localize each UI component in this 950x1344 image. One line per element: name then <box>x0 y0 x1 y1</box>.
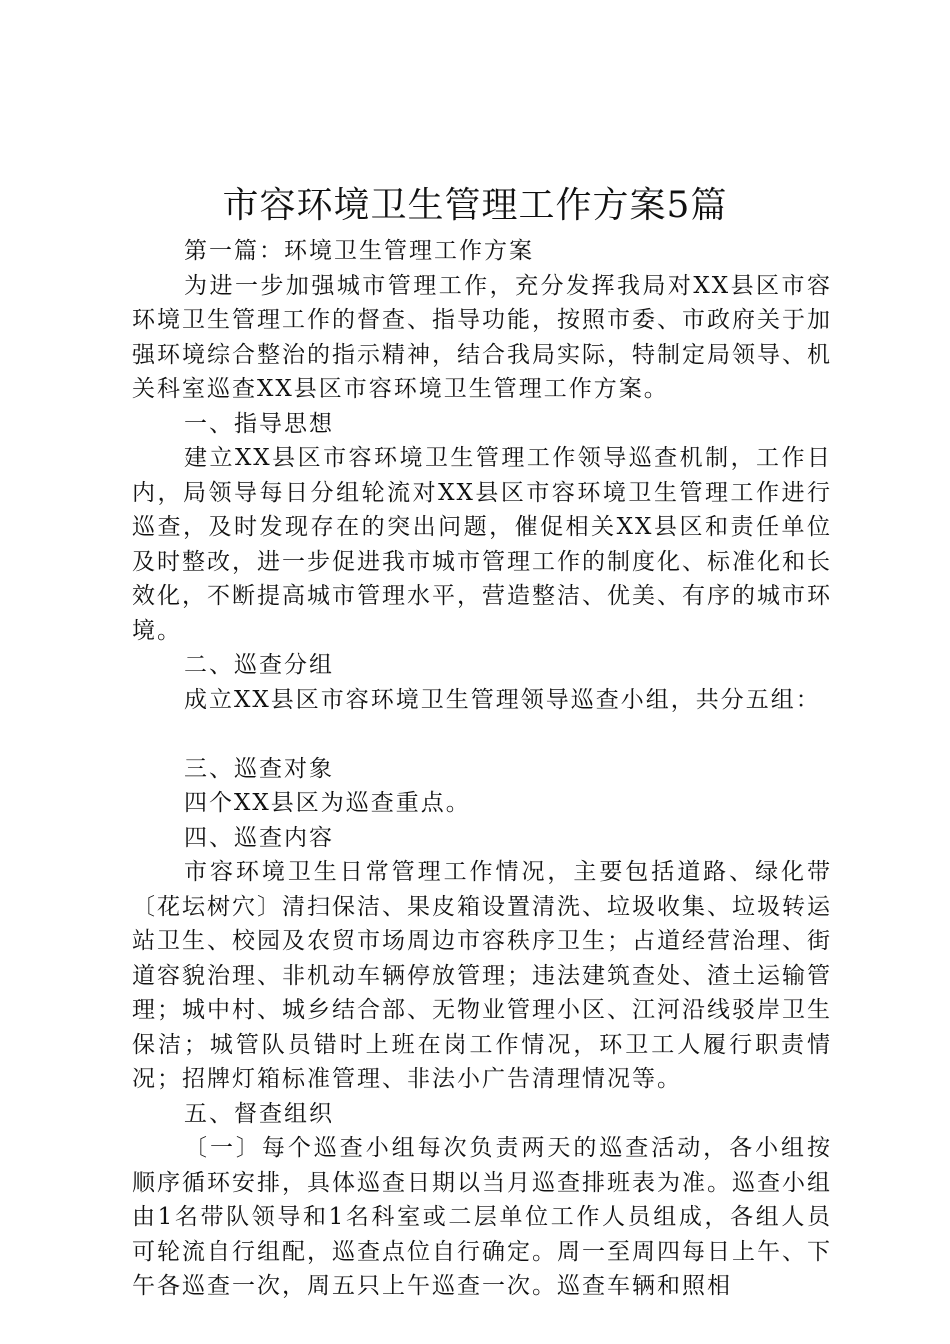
section-heading-targets: 三、巡查对象 <box>184 755 334 782</box>
paragraph-intro: 为进一步加强城市管理工作，充分发挥我局对XX县区市容环境卫生管理工作的督查、指导功能，按照市委、市政府关于加强环境综合整治的指示精神，结合我局实际，特制定局领导、机关科室巡查XX县区市容环境卫生管理工作方案。 <box>132 272 832 402</box>
paragraph-organization: 〔一〕每个巡查小组每次负责两天的巡查活动，各小组按顺序循环安排，具体巡查日期以当月巡查排班表为准。巡查小组由1名带队领导和1名科室或二层单位工作人员组成，各组人员可轮流自行组配，巡查点位自行确定。周一至周四每日上午、下午各巡查一次，周五只上午巡查一次。巡查车辆和照相 <box>132 1135 832 1299</box>
blank-line <box>132 717 832 752</box>
section-heading-groups: 二、巡查分组 <box>184 652 334 678</box>
section-heading-organization: 五、督查组织 <box>184 1100 334 1127</box>
paragraph-content: 市容环境卫生日常管理工作情况，主要包括道路、绿化带〔花坛树穴〕清扫保洁、果皮箱设置清洗、垃圾收集、垃圾转运站卫生、校园及农贸市场周边市容秩序卫生；占道经营治理、街道容貌治理、非机动车辆停放管理；违法建筑查处、渣土运输管理；城中村、城乡结合部、无物业管理小区、江河沿线驳岸卫生保洁；城管队员错时上班在岗工作情况，环卫工人履行职责情况；招牌灯箱标准管理、非法小广告清理情况等。 <box>132 859 832 1092</box>
section-heading-guiding-ideology: 一、指导思想 <box>184 410 334 437</box>
paragraph-guiding-ideology: 建立XX县区市容环境卫生管理工作领导巡查机制，工作日内，局领导每日分组轮流对XX县区市容环境卫生管理工作进行巡查，及时发现存在的突出问题，催促相关XX县区和责任单位及时整改，进一步促进我市城市管理工作的制度化、标准化和长效化，不断提高城市管理水平，营造整洁、优美、有序的城市环境。 <box>132 445 832 644</box>
document-title: 市容环境卫生管理工作方案5篇 <box>222 185 728 226</box>
paragraph-targets: 四个XX县区为巡查重点。 <box>184 790 471 816</box>
paragraph-groups: 成立XX县区市容环境卫生管理领导巡查小组，共分五组： <box>184 686 821 713</box>
document-body <box>132 234 832 1304</box>
section-heading-content: 四、巡查内容 <box>184 824 334 851</box>
paragraph-chapter-heading: 第一篇：环境卫生管理工作方案 <box>184 238 534 264</box>
